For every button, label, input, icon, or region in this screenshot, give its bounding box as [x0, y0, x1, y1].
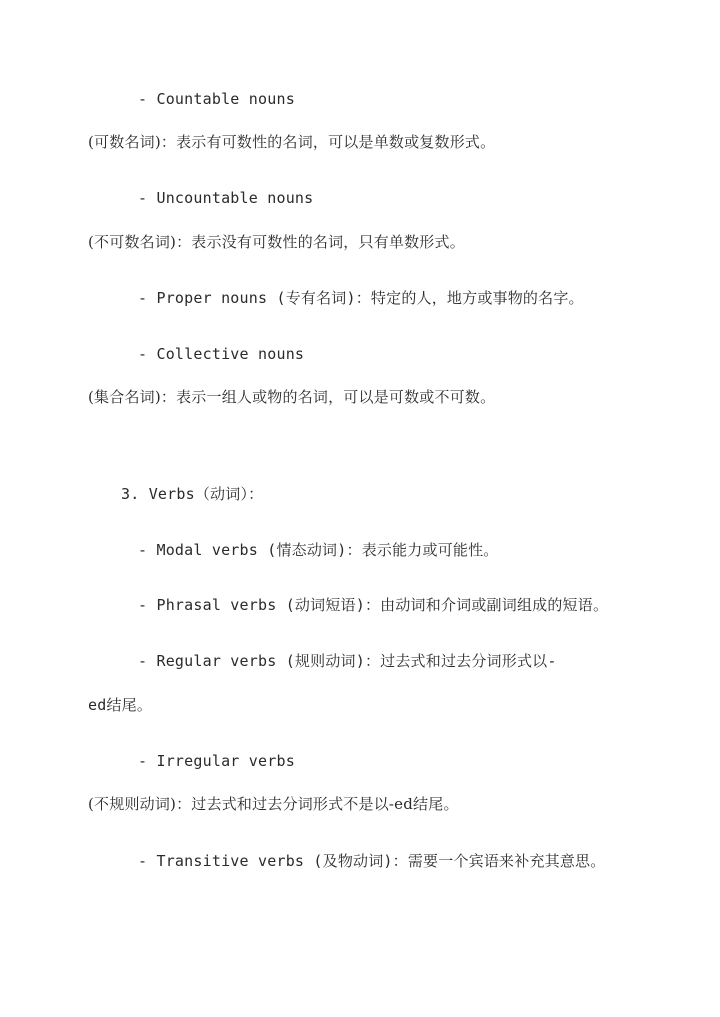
list-item-uncountable-nouns: - Uncountable nouns	[138, 189, 314, 207]
list-item-modal-verbs: - Modal verbs (情态动词)：表示能力或可能性。	[138, 541, 499, 559]
list-item-countable-nouns: - Countable nouns	[138, 90, 295, 108]
definition-collective-nouns: (集合名词)：表示一组人或物的名词，可以是可数或不可数。	[88, 388, 496, 406]
definition-uncountable-nouns: (不可数名词)：表示没有可数性的名词，只有单数形式。	[88, 233, 465, 251]
list-item-regular-verbs: - Regular verbs (规则动词)：过去式和过去分词形式以-	[138, 652, 557, 670]
definition-irregular-verbs: (不规则动词)：过去式和过去分词形式不是以-ed结尾。	[88, 795, 459, 813]
list-item-regular-verbs-continuation: ed结尾。	[88, 696, 153, 714]
list-item-irregular-verbs: - Irregular verbs	[138, 752, 295, 770]
list-item-collective-nouns: - Collective nouns	[138, 345, 305, 363]
list-item-phrasal-verbs: - Phrasal verbs (动词短语)：由动词和介词或副词组成的短语。	[138, 596, 609, 614]
list-item-proper-nouns: - Proper nouns (专有名词)：特定的人，地方或事物的名字。	[138, 289, 584, 307]
list-item-transitive-verbs: - Transitive verbs (及物动词)：需要一个宾语来补充其意思。	[138, 852, 606, 870]
section-heading-verbs: 3. Verbs（动词）：	[121, 485, 264, 503]
definition-countable-nouns: (可数名词)：表示有可数性的名词，可以是单数或复数形式。	[88, 133, 496, 151]
